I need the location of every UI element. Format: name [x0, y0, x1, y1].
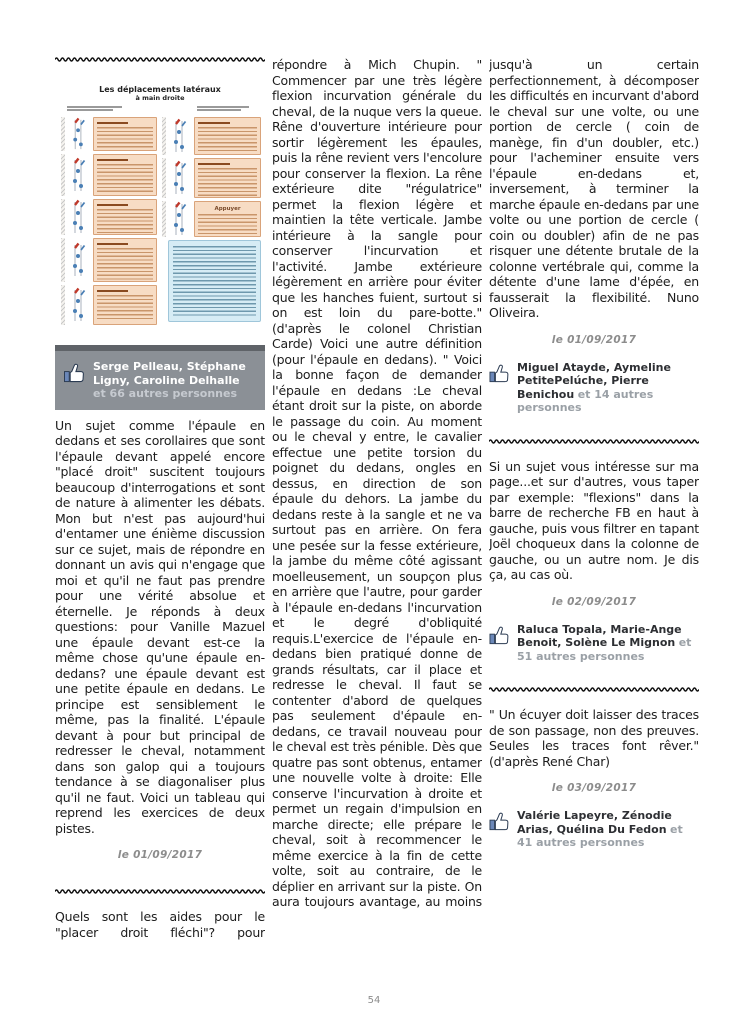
likes-text: [517, 623, 699, 664]
wavy-divider: [489, 685, 699, 693]
horse-track-figure: [67, 285, 91, 325]
post-date: le 01/09/2017: [117, 849, 203, 861]
horse-track-figure: [67, 117, 91, 151]
diagram-note-box-appuyer: [194, 201, 261, 237]
diagram-subtitles: [55, 102, 265, 114]
diagram-row: [162, 117, 261, 155]
arena-wall-hatch: [162, 117, 166, 155]
likes-row: [489, 809, 699, 850]
diagram-row: [162, 201, 261, 237]
diagram-title-line1: Les déplacements latéraux: [99, 85, 221, 94]
paragraph: " Un écuyer doit laisser des traces de son passage, non des preuves. Seules les traces font rêver." (d'après René Char): [489, 707, 699, 769]
thumbs-up-icon: [489, 626, 509, 645]
page-columns: [55, 55, 699, 985]
diagram-row: [162, 158, 261, 198]
horse-track-figure: [168, 158, 192, 198]
likes-text: [517, 809, 699, 850]
paragraph: Quels sont les aides pour le "placer droit fléchi"? pour: [55, 909, 265, 940]
diagram-row: [61, 238, 157, 282]
diagram-row: [61, 154, 157, 196]
thumbs-up-icon: [63, 363, 85, 383]
liker-names: Valérie Lapeyre, Zénodie Arias, Quélina Du Fedon: [517, 809, 672, 836]
paragraph: jusqu'à un certain perfectionnement, à décomposer les difficultés en incurvant d'abord le cheval sur une volte, ou une portion de cercle ( coin de manège, fin d'un doubler, etc.) pour l'acheminer ensuite vers l'épaule en-dedans et, inversement, à terminer la marche épaule en-dedans par une volte ou une portion de cercle ( coin ou doubler) afin de ne pas risquer une détente brutale de la colonne vertébrale qui, comme la détente d'une lame d'épée, en fausserait la flexibilité. Nuno Oliveira.: [489, 57, 699, 320]
diagram-subtitle-right: [197, 106, 255, 112]
diagram-blue-note-box: [168, 240, 261, 322]
liker-names: Raluca Topala, Marie-Ange Benoit, Solène Le Mignon: [517, 622, 682, 649]
horse-track-figure: [168, 117, 192, 155]
arena-wall-hatch: [61, 238, 65, 282]
arena-wall-hatch: [61, 285, 65, 325]
likes-row: [489, 623, 699, 664]
wavy-divider: [489, 437, 699, 445]
thumbs-up-icon: [489, 364, 509, 383]
appuyer-label: Appuyer: [214, 206, 241, 212]
horse-track-figure: [67, 199, 91, 235]
diagram-note-box: [93, 154, 157, 196]
column-2: [272, 55, 482, 985]
diagram-row: [61, 285, 157, 325]
arena-wall-hatch: [61, 199, 65, 235]
lateral-movements-diagram: [55, 77, 265, 345]
diagram-row: [61, 117, 157, 151]
diagram-body: [55, 114, 265, 325]
thumbs-up-icon: [489, 812, 509, 831]
horse-track-figure: [67, 238, 91, 282]
horse-track-figure: [168, 201, 192, 237]
likes-count: et 14 autres personnes: [517, 387, 654, 414]
diagram-title-line2: à main droite: [135, 94, 185, 102]
paragraph: Si un sujet vous intéresse sur ma page...et sur d'autres, vous taper par exemple: "flexions" dans la barre de recherche FB en haut à gauche, puis vous filtrer en tapant Joël choqueux dans la colonne de gauche, ou un autre nom. Je dis ça, au cas où.: [489, 458, 699, 582]
post-date: le 01/09/2017: [551, 333, 637, 346]
diagram-row: [61, 199, 157, 235]
diagram-subtitle-left: [67, 106, 125, 112]
diagram-right-column: [162, 117, 261, 325]
arena-wall-hatch: [162, 158, 166, 198]
column-3: [489, 55, 699, 985]
likes-box: [55, 351, 265, 410]
post-date: le 02/09/2017: [551, 595, 637, 608]
arena-wall-hatch: [162, 201, 166, 237]
likes-text: [517, 361, 699, 415]
diagram-note-box: [93, 117, 157, 151]
likes-count: et 51 autres personnes: [517, 636, 692, 663]
horse-track-figure: [67, 154, 91, 196]
likes-text: [93, 360, 255, 401]
page-number: 54: [367, 995, 381, 1006]
arena-wall-hatch: [61, 154, 65, 196]
column-1: [55, 55, 265, 985]
paragraph: répondre à Mich Chupin. " Commencer par une très légère flexion incurvation générale du cheval, de la nuque vers la queue. Rêne d'ouverture intérieure pour sortir légèrement les épaules, puis la rêne revient vers l'encolure pour conserver la flexion. La rêne extérieure dite "régulatrice" permet la flexion légère et maintien la tête verticale. Jambe intérieure à la sangle pour conserver l'incurvation et l'activité. Jambe extérieure légèrement en arrière pour éviter que les hanches fuient, surtout si on est loin du pare-botte." (d'après le colonel Christian Carde) Voici une autre définition (pour l'épaule en dedans). " Voici la bonne façon de demander l'épaule en dedans :Le cheval étant droit sur la piste, on aborde le passage du coin. Au moment ou le cheval y entre, le cavalier effectue une petite torsion du poignet du dedans, ongles en dessus, en direction de son épaule du dehors. La jambe du dedans reste à la sangle et ne va surtout pas en arrière. On fera une pesée sur la fesse extérieure, la jambe du même côté agissant moelleusement, un soupçon plus en arrière que l'autre, pour garder à l'épaule en-dedans l'incurvation et le degré d'obliquité requis.L'exercice de l'épaule en-dedans bien pratiqué donne de grands résultats, car il place et redresse le cheval. Il faut se contenter d'abord de quelques pas seulement d'épaule en-dedans, ce travail nouveau pour le cheval est très pénible. Dès que quatre pas sont obtenus, entamer une nouvelle volte à droite: Elle conserve l'incurvation à droite et permet un regain d'impulsion en marche directe; elle prépare le cheval, soit à recommencer le même exercice à la fin de cette volte, soit au contraire, de le déplier en arrivant sur la piste. On aura toujours avantage, au moins: [272, 57, 482, 909]
diagram-title: [55, 85, 265, 102]
diagram-left-column: [61, 117, 157, 325]
liker-names: Miguel Atayde, Aymeline PetitePelúche, Pierre Benichou: [517, 360, 671, 401]
post-date: le 03/09/2017: [551, 782, 637, 794]
diagram-row: [162, 240, 261, 322]
liker-names: Serge Pelleau, Stéphane Ligny, Caroline Delhalle: [93, 360, 246, 387]
wavy-divider: [55, 887, 265, 895]
paragraph: Un sujet comme l'épaule en dedans et ses corollaires que sont l'épaule devant appelé encore "placé droit" suscitent toujours beaucoup d'interrogations et sont de nature à alimenter les débats. Mon but n'est pas aujourd'hui d'entamer une énième discussion sur ce sujet, mais de répondre en donnant un avis qui n'engage que moi et qu'il ne faut pas prendre pour une vérité absolue et éternelle. Je réponds à deux questions: pour Vanille Mazuel une épaule devant est-ce la même chose qu'une épaule en-dedans? une épaule devant est une petite épaule en dedans. Le principe est sensiblement le même, pas la finalité. L'épaule devant à pour but principal de redresser le cheval, notamment dans son galop qui a toujours tendance à se diagonaliser plus qu'il ne faut. Voici un tableau qui reprend les exercices de deux pistes.: [55, 417, 265, 836]
likes-row: [489, 361, 699, 415]
wavy-divider: [55, 55, 265, 63]
diagram-note-box: [194, 158, 261, 198]
diagram-note-box: [93, 285, 157, 325]
diagram-note-box: [93, 199, 157, 235]
arena-wall-hatch: [61, 117, 65, 151]
likes-count: et 66 autres personnes: [93, 387, 237, 400]
diagram-note-box: [194, 117, 261, 155]
diagram-note-box: [93, 238, 157, 282]
likes-count: et 41 autres personnes: [517, 822, 683, 849]
